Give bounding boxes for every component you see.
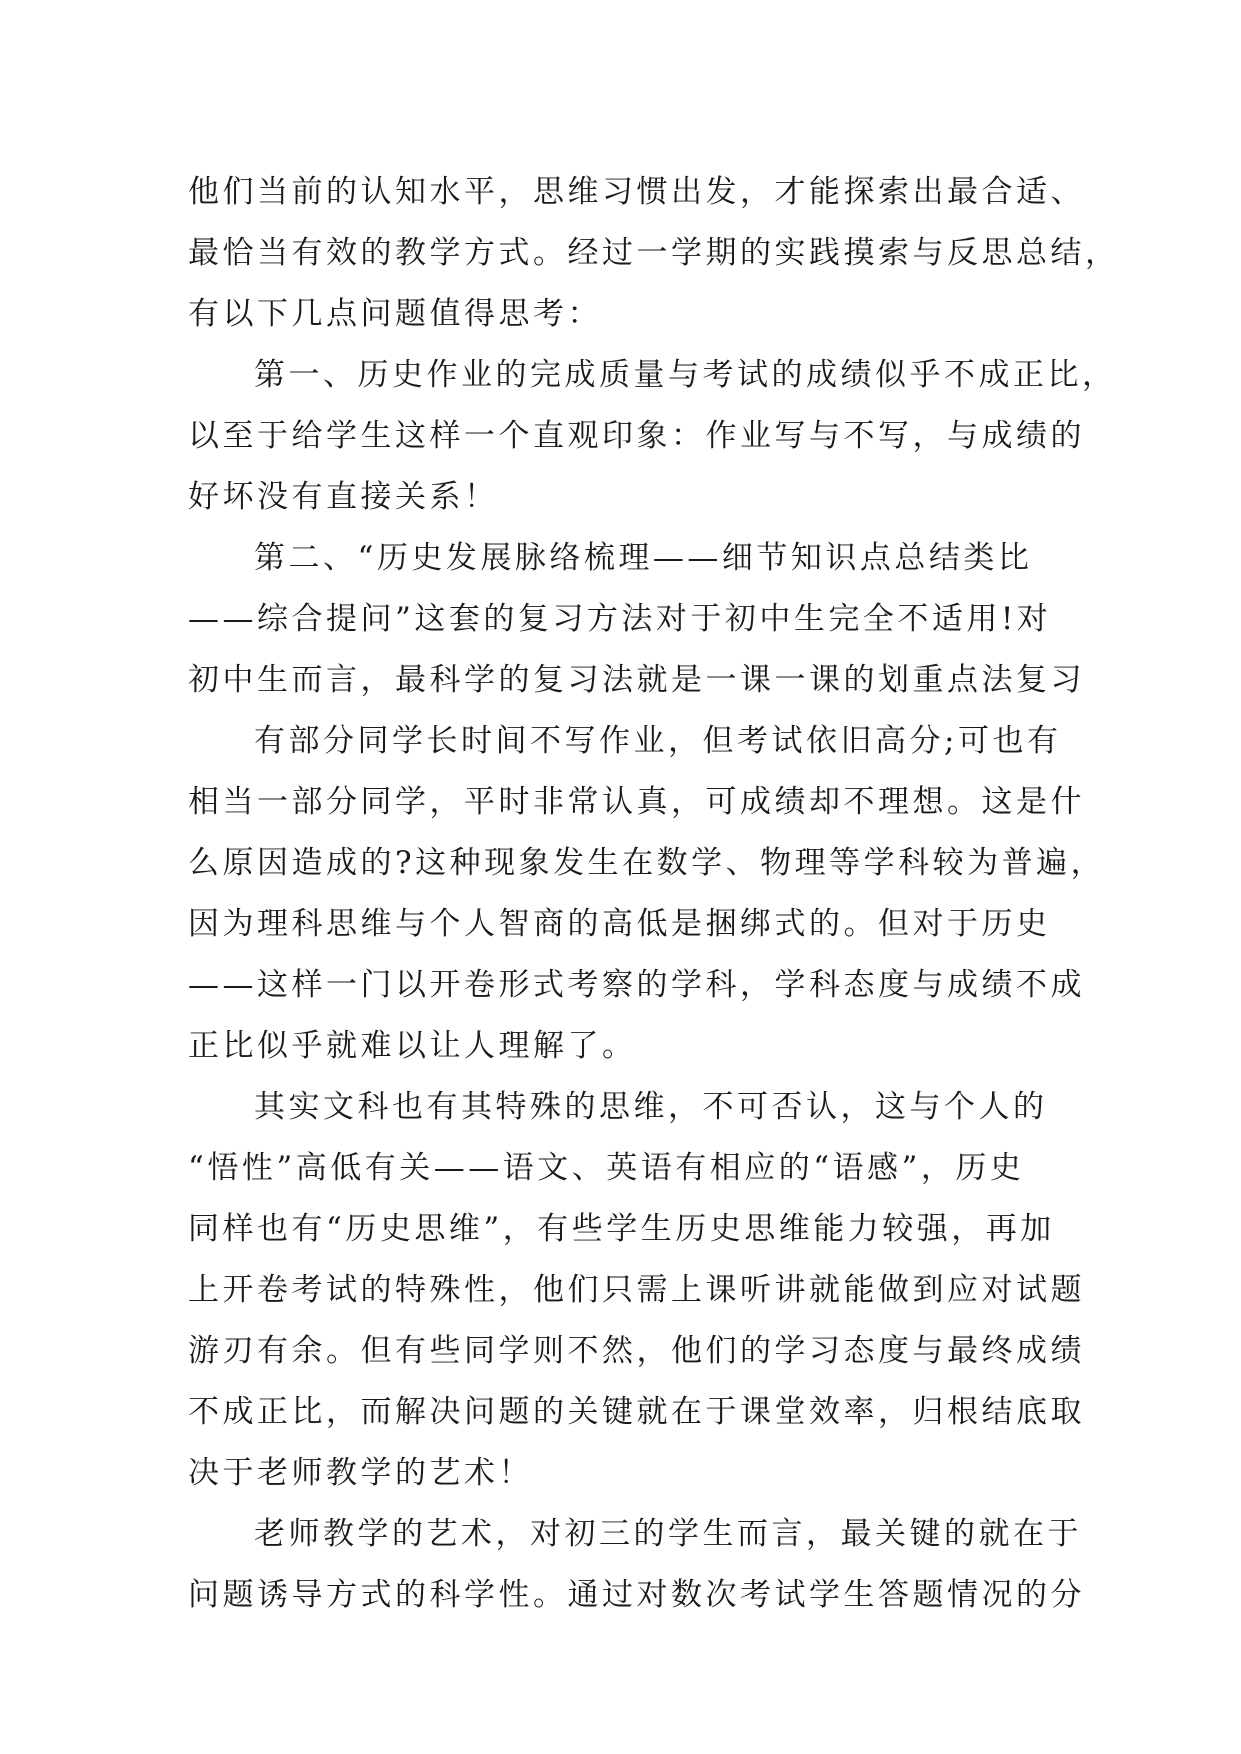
text-line: 上开卷考试的特殊性，他们只需上课听讲就能做到应对试题 bbox=[188, 1272, 1085, 1308]
text-line: 正比似乎就难以让人理解了。 bbox=[188, 1028, 637, 1064]
text-line: 老师教学的艺术，对初三的学生而言，最关键的就在于 bbox=[254, 1516, 1082, 1552]
text-line: 好坏没有直接关系！ bbox=[188, 479, 499, 515]
text-line: 相当一部分同学，平时非常认真，可成绩却不理想。这是什 bbox=[188, 784, 1085, 820]
text-line: 么原因造成的?这种现象发生在数学、物理等学科较为普遍， bbox=[188, 845, 1106, 881]
text-line: 问题诱导方式的科学性。通过对数次考试学生答题情况的分 bbox=[188, 1577, 1085, 1613]
text-line: 游刃有余。但有些同学则不然，他们的学习态度与最终成绩 bbox=[188, 1333, 1085, 1369]
text-line: 有部分同学长时间不写作业，但考试依旧高分;可也有 bbox=[254, 723, 1062, 759]
text-line: 最恰当有效的教学方式。经过一学期的实践摸索与反思总结， bbox=[188, 235, 1120, 271]
text-line: ——综合提问”这套的复习方法对于初中生完全不适用!对 bbox=[188, 601, 1052, 637]
text-line: 第二、“历史发展脉络梳理——细节知识点总结类比 bbox=[254, 540, 1033, 576]
text-line: ——这样一门以开卷形式考察的学科，学科态度与成绩不成 bbox=[188, 967, 1085, 1003]
text-line: 初中生而言，最科学的复习法就是一课一课的划重点法复习 bbox=[188, 662, 1085, 698]
text-line: “悟性”高低有关——语文、英语有相应的“语感”，历史 bbox=[188, 1150, 1025, 1186]
text-line: 有以下几点问题值得思考： bbox=[188, 296, 602, 332]
text-line: 决于老师教学的艺术！ bbox=[188, 1455, 533, 1491]
text-line: 以至于给学生这样一个直观印象：作业写与不写，与成绩的 bbox=[188, 418, 1085, 454]
text-line: 因为理科思维与个人智商的高低是捆绑式的。但对于历史 bbox=[188, 906, 1051, 942]
text-line: 不成正比，而解决问题的关键就在于课堂效率，归根结底取 bbox=[188, 1394, 1085, 1430]
text-line: 第一、历史作业的完成质量与考试的成绩似乎不成正比， bbox=[254, 357, 1117, 393]
text-line: 同样也有“历史思维”，有些学生历史思维能力较强，再加 bbox=[188, 1211, 1055, 1247]
text-line: 他们当前的认知水平，思维习惯出发，才能探索出最合适、 bbox=[188, 174, 1085, 210]
text-line: 其实文科也有其特殊的思维，不可否认，这与个人的 bbox=[254, 1089, 1048, 1125]
body-text bbox=[188, 162, 1120, 1626]
